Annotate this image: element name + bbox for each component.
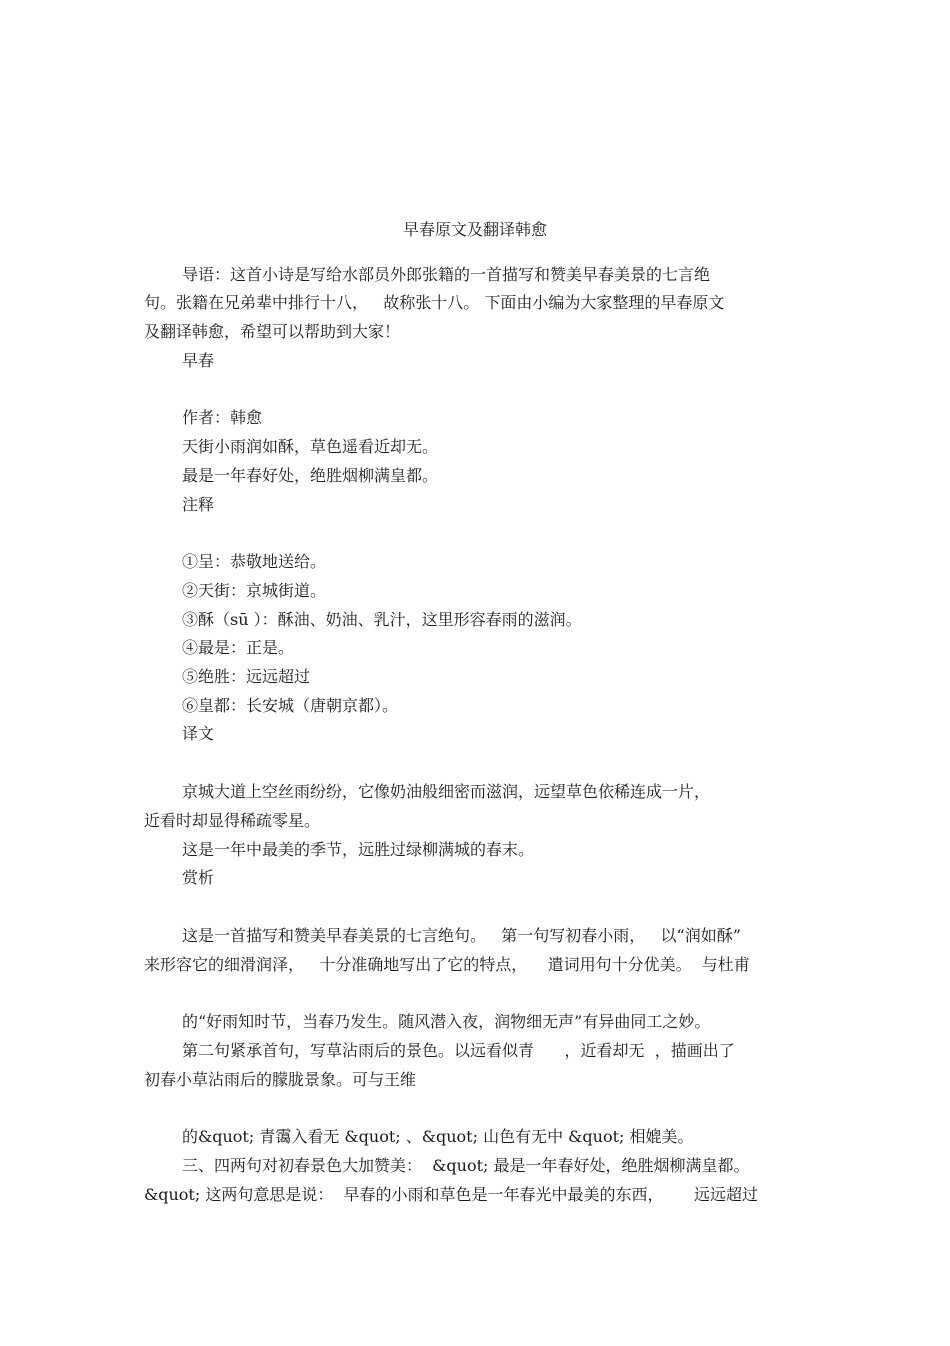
note-3: ③酥（sū ）：酥油、奶油、乳汁，这里形容春雨的滋润。 bbox=[182, 610, 582, 629]
note-2: ②天街：京城街道。 bbox=[182, 581, 327, 600]
translation-line-2: 近看时却显得稀疏零星。 bbox=[144, 811, 321, 830]
intro-line-3: 及翻译韩愈，希望可以帮助到大家！ bbox=[144, 322, 401, 341]
analysis-line-3: 的“好雨知时节，当春乃发生。随风潜入夜，润物细无声”有异曲同工之妙。 bbox=[182, 1012, 711, 1031]
poem-line-2: 最是一年春好处，绝胜烟柳满皇都。 bbox=[182, 466, 439, 485]
poem-line-1: 天街小雨润如酥，草色遥看近却无。 bbox=[182, 437, 439, 456]
translation-line-3: 这是一年中最美的季节，远胜过绿柳满城的春末。 bbox=[182, 840, 535, 859]
analysis-line-1: 这是一首描写和赞美早春美景的七言绝句。 第一句写初春小雨， 以“润如酥” bbox=[182, 926, 741, 945]
analysis-line-5: 初春小草沾雨后的朦胧景象。可与王维 bbox=[144, 1070, 417, 1089]
note-1: ①呈：恭敬地送给。 bbox=[182, 552, 327, 571]
note-4: ④最是：正是。 bbox=[182, 638, 295, 657]
notes-heading: 注释 bbox=[182, 495, 215, 514]
analysis-line-6: 的&quot; 青霭入看无 &quot; 、&quot; 山色有无中 &quot; 相媲美。 bbox=[182, 1127, 694, 1146]
intro-line-2: 句。张籍在兄弟辈中排行十八， 故称张十八。 下面由小编为大家整理的早春原文 bbox=[144, 293, 725, 312]
note-5: ⑤绝胜：远远超过 bbox=[182, 667, 311, 686]
intro-line-1: 导语：这首小诗是写给水部员外郎张籍的一首描写和赞美早春美景的七言绝 bbox=[182, 265, 711, 284]
poem-heading: 早春 bbox=[182, 351, 215, 370]
analysis-line-8: &quot; 这两句意思是说： 早春的小雨和草色是一年春光中最美的东西， 远远超过 bbox=[144, 1185, 759, 1204]
poem-author: 作者：韩愈 bbox=[182, 408, 263, 427]
translation-heading: 译文 bbox=[182, 724, 215, 743]
analysis-line-7: 三、四两句对初春景色大加赞美： &quot; 最是一年春好处，绝胜烟柳满皇都。 bbox=[182, 1156, 750, 1175]
analysis-line-2: 来形容它的细滑润泽， 十分准确地写出了它的特点， 遣词用句十分优美。 与杜甫 bbox=[144, 955, 750, 974]
translation-line-1: 京城大道上空丝雨纷纷，它像奶油般细密而滋润，远望草色依稀连成一片， bbox=[182, 782, 711, 801]
analysis-heading: 赏析 bbox=[182, 868, 215, 887]
note-6: ⑥皇都：长安城（唐朝京都）。 bbox=[182, 696, 399, 715]
document-title: 早春原文及翻译韩愈 bbox=[402, 220, 547, 239]
analysis-line-4: 第二句紧承首句，写草沾雨后的景色。以远看似青 ，近看却无 ，描画出了 bbox=[182, 1041, 735, 1060]
